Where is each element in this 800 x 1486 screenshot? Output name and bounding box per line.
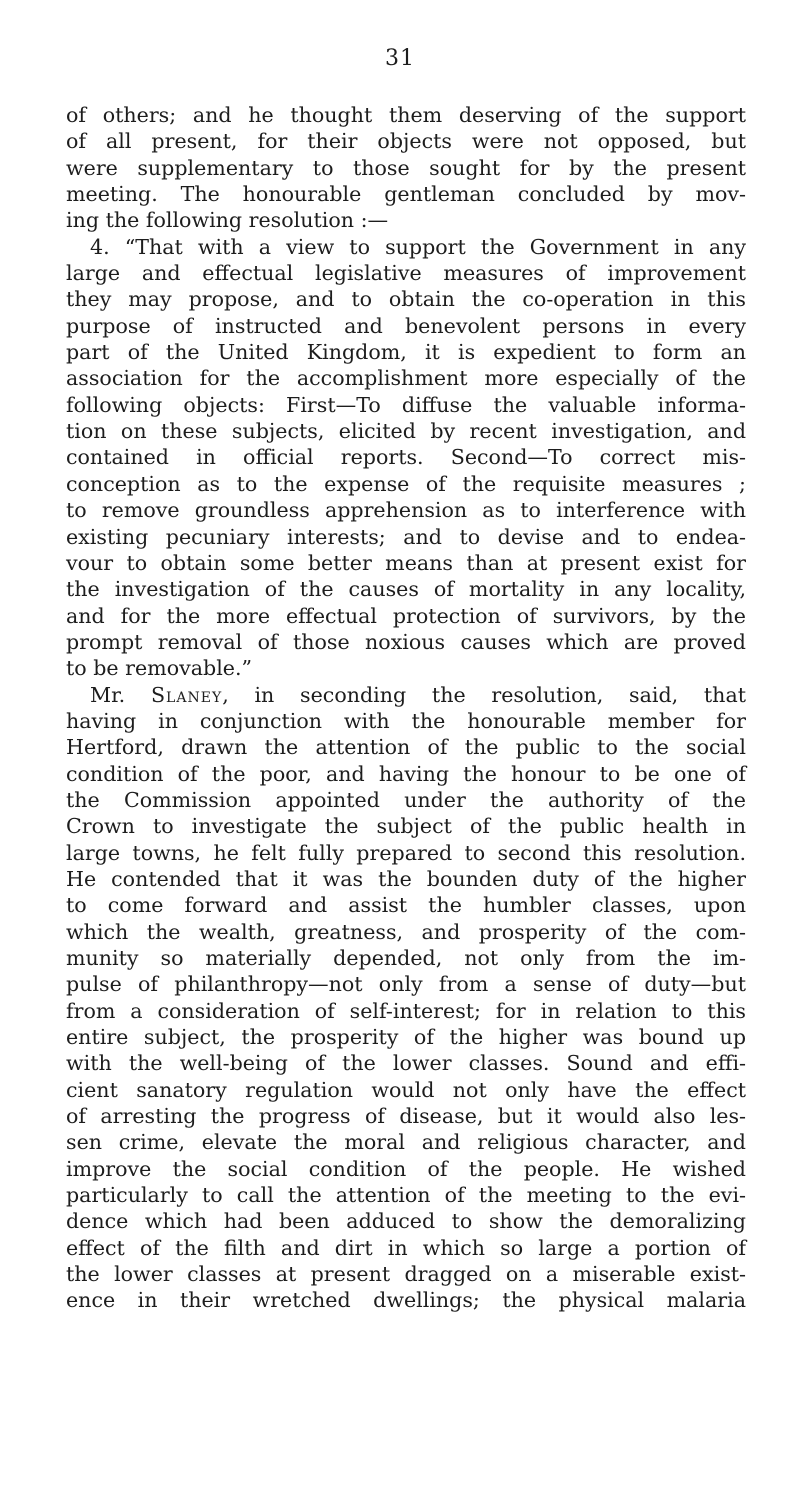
text-line: to remove groundless apprehension as to interference with bbox=[66, 498, 746, 523]
text-line: tion on these subjects, elicited by recent investigation, and bbox=[66, 419, 746, 444]
text-line: Crown to investigate the subject of the public health in bbox=[66, 814, 746, 839]
text-line: sen crime, elevate the moral and religious character, and bbox=[66, 1130, 746, 1155]
text-line: of others; and he thought them deserving of the support bbox=[66, 103, 746, 127]
text-line: and for the more effectual protection of survivors, by the bbox=[66, 603, 746, 628]
text-line: were supplementary to those sought for by the present bbox=[66, 155, 746, 180]
text-line: which the wealth, greatness, and prosperity of the com- bbox=[66, 919, 746, 944]
text-line: to come forward and assist the humbler classes, upon bbox=[66, 893, 746, 918]
text-line: of arresting the progress of disease, but it would also les- bbox=[66, 1104, 746, 1129]
text-line: particularly to call the attention of the meeting to the evi- bbox=[66, 1183, 746, 1208]
text-line: association for the accomplishment more especially of the bbox=[66, 366, 746, 391]
text-line: cient sanatory regulation would not only have the effect bbox=[66, 1077, 746, 1102]
paragraph-resolution bbox=[66, 234, 746, 682]
text-line: 4. “That with a view to support the Government in any bbox=[90, 234, 746, 259]
text-line: having in conjunction with the honourable member for bbox=[66, 708, 746, 733]
text-line: the lower classes at present dragged on a miserable exist- bbox=[66, 1262, 746, 1287]
text-line: improve the social condition of the people. He wished bbox=[66, 1156, 746, 1181]
text-line: munity so materially depended, not only from the im- bbox=[66, 946, 746, 970]
text-line: He contended that it was the bounden duty of the higher bbox=[66, 866, 746, 891]
text-line: ing the following resolution :— bbox=[66, 208, 389, 233]
text-line: part of the United Kingdom, it is expedient to form an bbox=[66, 340, 746, 365]
text-line: ence in their wretched dwellings; the physical malaria bbox=[66, 1288, 746, 1313]
text-line: pulse of philanthropy—not only from a sense of duty—but bbox=[66, 972, 746, 997]
page-body bbox=[66, 102, 746, 1314]
text-line: purpose of instructed and benevolent persons in every bbox=[66, 313, 746, 338]
text-line: dence which had been adduced to show the demoralizing bbox=[66, 1209, 746, 1234]
text-line: of all present, for their objects were not opposed, but bbox=[66, 129, 746, 154]
text-line: with the well-being of the lower classes. Sound and effi- bbox=[66, 1051, 746, 1076]
text-line: existing pecuniary interests; and to devise and to endea- bbox=[66, 524, 746, 549]
text-line: prompt removal of those noxious causes which are proved bbox=[66, 629, 746, 654]
text-line: effect of the filth and dirt in which so large a portion of bbox=[66, 1235, 746, 1260]
text-line: large and effectual legislative measures of improvement bbox=[66, 261, 746, 286]
text-line: they may propose, and to obtain the co-operation in this bbox=[66, 287, 746, 312]
text-line: vour to obtain some better means than at present exist for bbox=[66, 550, 746, 575]
text-line: contained in official reports. Second—To correct mis- bbox=[66, 445, 746, 470]
paragraph-continuation bbox=[66, 102, 746, 234]
text-line-speaker: Mr. Slaney, in seconding the resolution, said, that bbox=[90, 682, 746, 707]
text-line: meeting. The honourable gentleman concluded by mov- bbox=[66, 182, 746, 207]
text-line: large towns, he felt fully prepared to second this resolution. bbox=[66, 840, 746, 865]
text-fragment: , in seconding the resolution, said, that bbox=[222, 682, 746, 707]
page-number: 31 bbox=[385, 46, 415, 71]
text-line: conception as to the expense of the requisite measures ; bbox=[66, 471, 746, 496]
text-line: condition of the poor, and having the honour to be one of bbox=[66, 761, 746, 786]
paragraph-speech bbox=[66, 682, 746, 1314]
text-line: the investigation of the causes of mortality in any locality, bbox=[66, 577, 746, 602]
text-line: the Commission appointed under the authority of the bbox=[66, 787, 746, 812]
text-line: from a consideration of self-interest; for in relation to this bbox=[66, 998, 746, 1023]
text-line: Hertford, drawn the attention of the public to the social bbox=[66, 735, 746, 760]
text-line: entire subject, the prosperity of the higher was bound up bbox=[66, 1025, 746, 1050]
speaker-name: Slaney bbox=[150, 682, 223, 707]
text-line: following objects: First—To diffuse the valuable informa- bbox=[66, 392, 746, 417]
text-line: to be removable.” bbox=[66, 656, 253, 681]
